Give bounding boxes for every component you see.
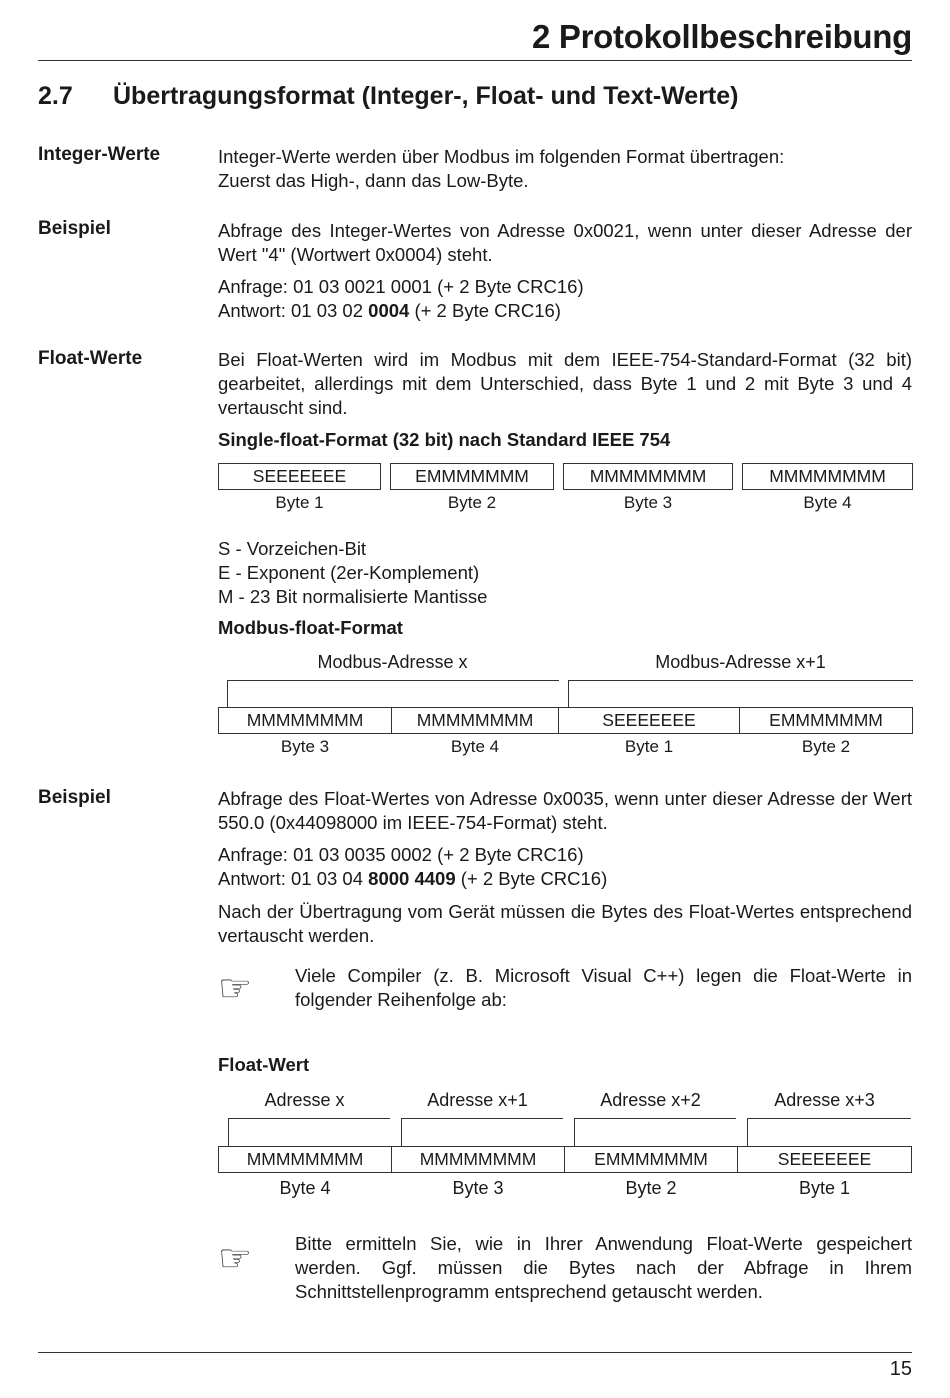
fw-bracket-1: [228, 1118, 390, 1146]
example1-request: Anfrage: 01 03 0021 0001 (+ 2 Byte CRC16): [218, 276, 584, 297]
fw-bracket-2: [401, 1118, 563, 1146]
example2-after: Nach der Übertragung vom Gerät müssen die Bytes des Float-Wertes entsprechend vertauscht werden.: [218, 901, 912, 946]
footer-rule: [38, 1352, 912, 1353]
single-label-3: Byte 3: [623, 493, 673, 512]
fw-bracket-4: [747, 1118, 911, 1146]
modbus-label-1: Byte 3: [280, 737, 330, 756]
example1-response-prefix: Antwort: 01 03 02: [218, 300, 369, 321]
modbus-addr-x: Modbus-Adresse x: [317, 652, 468, 672]
modbus-cell-3: SEEEEEEE: [558, 707, 740, 734]
example2-response-prefix: Antwort: 01 03 04: [218, 868, 369, 889]
example1-label: Beispiel: [38, 218, 111, 239]
modbus-label-3: Byte 1: [624, 737, 674, 756]
float-wert-table: [218, 1090, 912, 1202]
fw-addr-4: Adresse x+3: [774, 1090, 875, 1110]
modbus-addr-x1: Modbus-Adresse x+1: [655, 652, 826, 672]
header-rule: [38, 60, 912, 61]
modbus-float-table: [218, 652, 912, 762]
example1-response: [218, 299, 912, 323]
section-number: 2.7: [38, 82, 73, 110]
integer-line2: Zuerst das High-, dann das Low-Byte.: [218, 170, 529, 191]
pointing-hand-icon: ☞: [218, 1238, 253, 1280]
fw-cell-2: MMMMMMMM: [391, 1146, 565, 1173]
page-number: 15: [889, 1358, 912, 1380]
single-label-4: Byte 4: [803, 493, 852, 512]
example1-query: [218, 275, 912, 323]
fw-cells: [218, 1146, 912, 1173]
integer-label: Integer-Werte: [38, 144, 161, 165]
modbus-label-2: Byte 4: [450, 737, 500, 756]
single-cell-2: EMMMMMMM: [390, 463, 554, 490]
modbus-labels: [218, 737, 913, 761]
fw-label-3: Byte 2: [625, 1178, 677, 1198]
example1-response-suffix: (+ 2 Byte CRC16): [409, 300, 561, 321]
modbus-bracket-x1: [568, 680, 913, 708]
single-cell-1: SEEEEEEE: [218, 463, 381, 490]
single-cell-3: MMMMMMMM: [563, 463, 733, 490]
final-note: Bitte ermitteln Sie, wie in Ihrer Anwendung Float-Werte gespeichert werden. Ggf. müssen die Bytes nach der Abfrage in Ihrem Schnittstellenprogramm entsprechend getauscht werden.: [295, 1233, 912, 1302]
float-wert-title: Float-Wert: [218, 1054, 310, 1075]
example2-response-bold: 8000 4409: [368, 868, 456, 889]
fw-bracket-3: [574, 1118, 736, 1146]
example2-request: Anfrage: 01 03 0035 0002 (+ 2 Byte CRC16): [218, 844, 584, 865]
modbus-cells: [218, 707, 913, 734]
chapter-title: 2 Protokollbeschreibung: [532, 18, 912, 55]
fw-cell-4: SEEEEEEE: [737, 1146, 912, 1173]
modbus-bracket-x: [227, 680, 559, 708]
modbus-float-title: Modbus-float-Format: [218, 617, 403, 638]
example2-text: Abfrage des Float-Wertes von Adresse 0x0035, wenn unter dieser Adresse der Wert 550.0 (0x44098000 im IEEE-754-Format) steht.: [218, 788, 912, 833]
fw-label-2: Byte 3: [452, 1178, 504, 1198]
legend-m: M - 23 Bit normalisierte Mantisse: [218, 586, 488, 607]
modbus-cell-2: MMMMMMMM: [391, 707, 559, 734]
integer-line1: Integer-Werte werden über Modbus im folgenden Format übertragen:: [218, 146, 785, 167]
example1-text: Abfrage des Integer-Wertes von Adresse 0x0021, wenn unter dieser Adresse der Wert "4" (Wortwert 0x0004) steht.: [218, 220, 912, 265]
single-cell-4: MMMMMMMM: [742, 463, 913, 490]
single-label-2: Byte 2: [447, 493, 497, 512]
example2-label: Beispiel: [38, 787, 111, 808]
modbus-label-4: Byte 2: [801, 737, 851, 756]
fw-cell-3: EMMMMMMM: [564, 1146, 738, 1173]
example1-response-bold: 0004: [368, 300, 410, 321]
fw-label-4: Byte 1: [798, 1178, 851, 1198]
pointing-hand-icon: ☞: [218, 968, 253, 1010]
example2-response-suffix: (+ 2 Byte CRC16): [455, 868, 608, 889]
fw-cell-1: MMMMMMMM: [218, 1146, 392, 1173]
single-float-table: [218, 463, 912, 519]
compiler-note: Viele Compiler (z. B. Microsoft Visual C++) legen die Float-Werte in folgender Reihenfolge ab:: [295, 965, 912, 1010]
section-title: [38, 82, 738, 111]
fw-addr-2: Adresse x+1: [427, 1090, 528, 1110]
integer-text: [218, 145, 912, 193]
fw-addr-1: Adresse x: [264, 1090, 345, 1110]
fw-labels: [218, 1178, 912, 1202]
float-label: Float-Werte: [38, 348, 143, 369]
modbus-cell-1: MMMMMMMM: [218, 707, 392, 734]
section-title-text: Übertragungsformat (Integer-, Float- und Text-Werte): [113, 82, 739, 110]
fw-addr-3: Adresse x+2: [600, 1090, 701, 1110]
single-float-title: Single-float-Format (32 bit) nach Standard IEEE 754: [218, 429, 671, 450]
example2-query: [218, 843, 912, 891]
legend-e: E - Exponent (2er-Komplement): [218, 562, 480, 583]
modbus-cell-4: EMMMMMMM: [739, 707, 913, 734]
example2-response: [218, 867, 912, 891]
legend-s: S - Vorzeichen-Bit: [218, 538, 367, 559]
fw-label-1: Byte 4: [279, 1178, 331, 1198]
single-label-1: Byte 1: [275, 493, 324, 512]
legend: [218, 537, 912, 609]
float-text: Bei Float-Werten wird im Modbus mit dem IEEE-754-Standard-Format (32 bit) gearbeitet, allerdings mit dem Unterschied, dass Byte 1 und 2 mit Byte 3 und 4 vertauscht sind.: [218, 349, 912, 418]
